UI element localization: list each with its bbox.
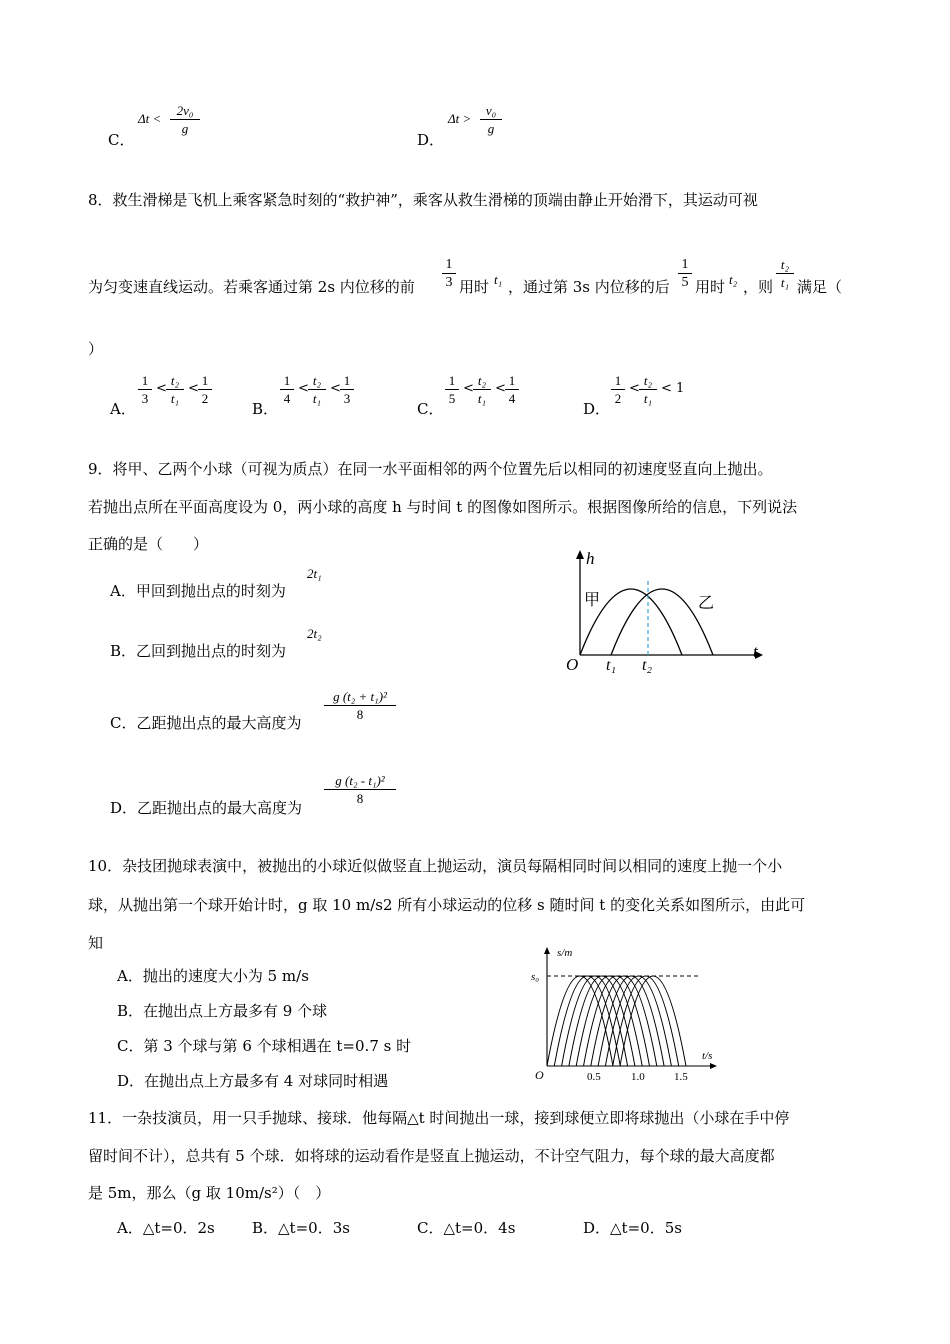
q8-option-c-mid — [473, 372, 491, 407]
frac-num: 1 — [611, 372, 625, 390]
q8-option-c-label: C． — [417, 400, 444, 418]
q8-option-c-lo — [445, 372, 459, 407]
q9-t2-label: t₂ — [642, 657, 653, 674]
q10-curves — [547, 976, 686, 1066]
q8-t1: t₁ — [494, 272, 503, 287]
less-than: < — [298, 381, 309, 396]
q8-line-2b: 用时 — [459, 278, 490, 296]
q10-line-2: 球，从抛出第一个球开始计时，g 取 10 m/s2 所有小球运动的位移 s 随时间 t 的变化关系如图所示，由此可 — [88, 896, 806, 914]
q8-line-2d: 用时 — [695, 278, 726, 296]
q8-option-b-lo — [280, 372, 294, 407]
q9-line-2: 若抛出点所在平面高度设为 0，两小球的高度 h 与时间 t 的图像如图所示。根据图像所给的信息，下列说法 — [88, 498, 798, 516]
q9-option-b-text: B．乙回到抛出点的时刻为 — [110, 642, 287, 660]
q10-line-1: 10．杂技团抛球表演中，被抛出的小球近似做竖直上抛运动，演员每隔相同时间以相同的速度上抛一个小 — [88, 857, 783, 875]
q8-option-d-lo — [611, 372, 625, 407]
frac-num: 1 — [505, 372, 519, 390]
frac-num: 1 — [198, 372, 212, 390]
frac-den: 2 — [201, 391, 209, 406]
frac-num: 1 — [280, 372, 294, 390]
q9-option-a-text: A．甲回到抛出点的时刻为 — [110, 582, 286, 600]
q10-tick-1-0: 1.0 — [631, 1071, 645, 1083]
q9-option-d-text: D．乙距抛出点的最大高度为 — [110, 799, 303, 817]
q7-option-d-lhs: Δt > — [448, 111, 472, 126]
q8-option-d-mid — [639, 372, 657, 407]
q9-option-a-expr: 2t₁ — [307, 566, 322, 581]
frac-num: t₂ — [639, 372, 657, 390]
q10-option-c[interactable]: C．第 3 个球与第 6 个球相遇在 t=0.7 s 时 — [117, 1037, 412, 1055]
less-than: < — [188, 381, 199, 396]
q8-option-c-hi — [505, 372, 519, 407]
frac-num: t₂ — [166, 372, 184, 390]
q11-line-1: 11．一杂技演员，用一只手抛球、接球．他每隔△t 时间抛出一球，接到球便立即将球抛出（小球在手中停 — [88, 1109, 790, 1127]
q8-option-b-mid — [308, 372, 326, 407]
q10-option-d[interactable]: D．在抛出点上方最多有 4 对球同时相遇 — [117, 1072, 389, 1090]
q8-option-a-mid — [166, 372, 184, 407]
frac-den: t₁ — [477, 391, 487, 406]
q11-option-d[interactable]: D．△t=0．5s — [583, 1219, 682, 1237]
q8-fraction-one-fifth-num: 1 — [678, 256, 692, 274]
frac-den: 3 — [141, 391, 149, 406]
q10-line-3: 知 — [88, 934, 104, 952]
q10-tick-1-5: 1.5 — [674, 1071, 688, 1083]
q8-fraction-one-third — [442, 256, 456, 291]
q9-option-c-fraction — [324, 688, 396, 723]
q7-option-d-fraction — [480, 102, 502, 137]
q8-option-b-label: B． — [252, 400, 279, 418]
frac-den: 3 — [343, 391, 351, 406]
frac-num: 1 — [445, 372, 459, 390]
q10-s-axis-arrow — [544, 947, 550, 954]
q10-s-label: s/m — [557, 947, 573, 959]
q7-option-c-denominator: g — [181, 121, 189, 136]
q8-fraction-one-third-den: 3 — [445, 275, 453, 290]
q8-option-a-label: A． — [110, 400, 136, 418]
frac-num: t₂ — [308, 372, 326, 390]
q8-line-2c: ，通过第 3s 内位移的后 — [508, 278, 670, 296]
q11-option-c[interactable]: C．△t=0．4s — [417, 1219, 516, 1237]
less-than: < — [156, 381, 167, 396]
q7-option-c-lhs: Δt < — [138, 111, 162, 126]
q7-option-c-label: C． — [108, 131, 135, 149]
q8-line-2e: ，则 — [743, 278, 774, 296]
q11-option-a[interactable]: A．△t=0．2s — [117, 1219, 215, 1237]
q9-yi-label: 乙 — [698, 595, 715, 612]
q8-option-d-hi: < 1 — [661, 381, 685, 396]
frac-den: 8 — [356, 791, 364, 806]
frac-num: g (t₂ - t₁)² — [324, 772, 396, 790]
q7-option-c-numerator: 2v₀ — [170, 102, 200, 120]
q7-option-d-denominator: g — [487, 121, 495, 136]
q10-option-b[interactable]: B．在抛出点上方最多有 9 个球 — [117, 1002, 328, 1020]
q9-h-axis-arrow — [576, 550, 584, 559]
less-than: < — [629, 381, 640, 396]
frac-num: t₂ — [473, 372, 491, 390]
q9-h-label: h — [586, 549, 595, 568]
frac-den: 2 — [614, 391, 622, 406]
q8-line-2f: 满足（ — [797, 278, 843, 296]
q10-tick-0-5: 0.5 — [587, 1071, 601, 1083]
q7-option-d-numerator: v₀ — [480, 102, 502, 120]
q9-line-3: 正确的是（ ） — [88, 535, 209, 553]
q9-option-c-text: C．乙距抛出点的最大高度为 — [110, 714, 302, 732]
q10-displacement-time-graph — [525, 942, 725, 1084]
q9-t-label: t — [753, 642, 758, 661]
q7-option-d-label: D． — [417, 131, 445, 149]
q8-line-1: 8．救生滑梯是飞机上乘客紧急时刻的“救护神”，乘客从救生滑梯的顶端由静止开始滑下，其运动可视 — [88, 191, 758, 209]
q9-option-d-fraction — [324, 772, 396, 807]
q11-option-b[interactable]: B．△t=0．3s — [252, 1219, 350, 1237]
q9-height-time-graph — [560, 545, 770, 675]
less-than: < — [495, 381, 506, 396]
q8-option-d-label: D． — [583, 400, 611, 418]
q9-line-1: 9．将甲、乙两个小球（可视为质点）在同一水平面相邻的两个位置先后以相同的初速度竖直向上抛出。 — [88, 460, 773, 478]
q11-line-3: 是 5m，那么（g 取 10m/s²）（ ） — [88, 1184, 331, 1202]
frac-den: 4 — [508, 391, 516, 406]
q9-option-b-expr: 2t₂ — [307, 626, 322, 641]
q8-fraction-one-third-num: 1 — [442, 256, 456, 274]
q11-line-2: 留时间不计），总共有 5 个球．如将球的运动看作是竖直上抛运动，不计空气阻力，每个球的最大高度都 — [88, 1147, 775, 1165]
q8-t2: t₂ — [729, 272, 738, 287]
q9-jia-label: 甲 — [584, 592, 601, 609]
q8-fraction-one-fifth — [678, 256, 692, 291]
q8-option-a-hi — [198, 372, 212, 407]
q10-option-a[interactable]: A．抛出的速度大小为 5 m/s — [117, 967, 309, 985]
q8-ratio-fraction — [776, 256, 794, 291]
q8-ratio-num: t₂ — [776, 256, 794, 274]
q10-t-axis-arrow — [710, 1063, 717, 1069]
frac-den: t₁ — [643, 391, 653, 406]
q10-t-label: t/s — [702, 1050, 713, 1062]
q8-ratio-den: t₁ — [780, 275, 790, 290]
q9-origin-label: O — [566, 655, 579, 674]
q8-option-b-hi — [340, 372, 354, 407]
frac-den: t₁ — [170, 391, 180, 406]
q7-option-c-fraction — [170, 102, 200, 137]
frac-num: 1 — [138, 372, 152, 390]
frac-den: t₁ — [312, 391, 322, 406]
frac-den: 4 — [283, 391, 291, 406]
q8-option-a-lo — [138, 372, 152, 407]
frac-num: 1 — [340, 372, 354, 390]
q8-line-3: ） — [88, 340, 104, 358]
q10-origin-label: O — [535, 1068, 544, 1082]
q8-fraction-one-fifth-den: 5 — [681, 275, 689, 290]
less-than: < — [463, 381, 474, 396]
q9-t1-label: t₁ — [606, 657, 617, 674]
frac-den: 5 — [448, 391, 456, 406]
frac-num: g (t₂ + t₁)² — [324, 688, 396, 706]
frac-den: 8 — [356, 707, 364, 722]
less-than: < — [330, 381, 341, 396]
q10-s0-label: s₀ — [531, 971, 540, 983]
q8-line-2a: 为匀变速直线运动。若乘客通过第 2s 内位移的前 — [88, 278, 415, 296]
